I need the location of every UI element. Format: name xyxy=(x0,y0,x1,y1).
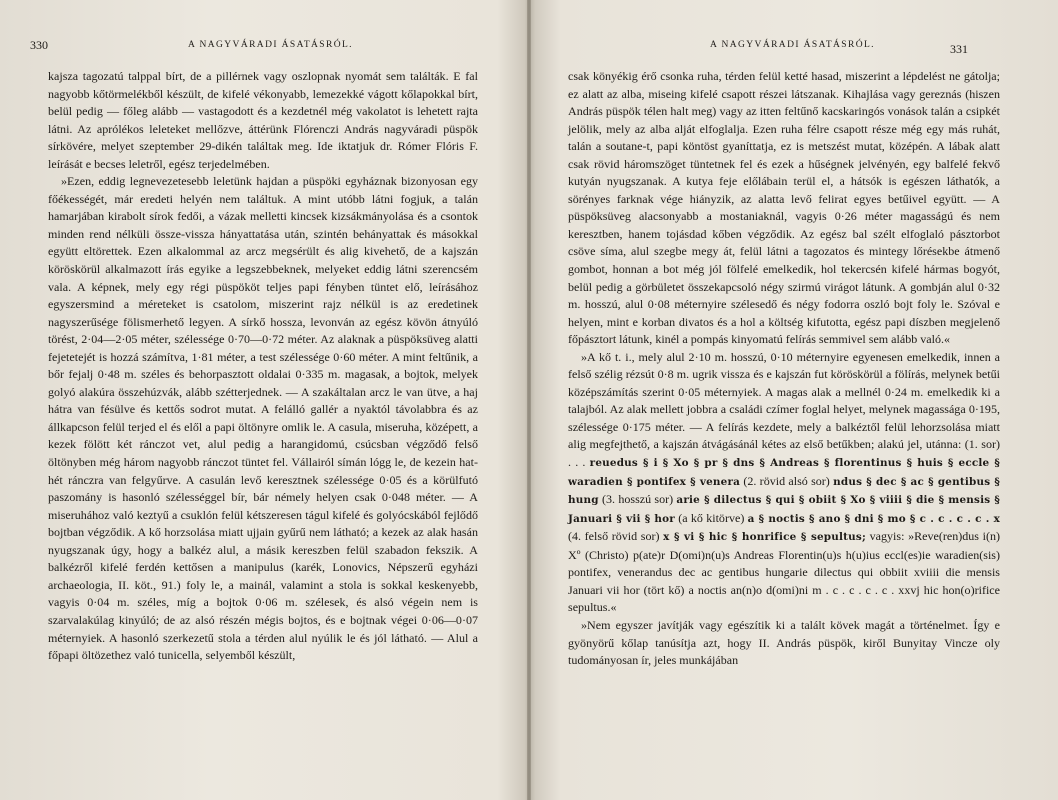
paragraph: kajsza tagozatú talppal bírt, de a pillérnek vagy oszlopnak nyomát sem találták. E fal nagyobb kőtörmelékből készült, de kifelé vékonyabb, lemezekké vágott kőlapokkal bírt, belül pedig — főleg alább — vastagodott és a kezdetnél még vakolatot is lehetett rajta látni. Az aprólékos leleteket mellőzve, áttérünk Flórenczi András nagyváradi püspök sírkövére, melyet szeptember 29-dikén találtak meg. Ide iktatjuk dr. Rómer Flóris F. leírását e becses leletről, egész terjedelmében. xyxy=(48,69,478,171)
page-number: 330 xyxy=(30,38,48,52)
inscription-label: (a kő kitörve) xyxy=(678,510,745,525)
running-head: A NAGYVÁRADI ÁSATÁSRÓL. xyxy=(188,40,353,50)
inscription-line: arie § dilectus § qui § obiit § Xo § viiii § die § mensis § Januari § vii § hor xyxy=(568,494,1000,525)
inscription-line: reuedus § i § Xo § pr § dns § Andreas § florentinus § huis § eccle § waradien § pontifex § venera xyxy=(568,457,1001,488)
paragraph: »Nem egyszer javítják vagy egészítik ki a talált kövek magát a történelmet. Így e gyönyörű kőlap tanúsítja azt, hogy II. András püspök, kiről Bunyitay Vincze oly tudományosan ír, jeles munkájában xyxy=(568,617,1000,668)
paragraph: »Ezen, eddig legnevezetesebb leletünk hajdan a püspöki egyháznak bizonyosan egy főékességét, már eredeti helyén nem találtuk. A mint utóbb látni fogjuk, a talán hamarjában kirabolt sírok fedői, a vázak melletti kincsek kizsákmányolása és a csontok minden rend nélküli össze-vissza hányattatása után, szintén behányattak és másokkal együtt eltörettek. Ezen alkalommal az arcz megsérült és alig kivehető, de a kajszán köröskörül alkalmazott írás egyike a legszebbeknek, melyeket eddig látni szerencsém vala. A képnek, mely egy régi püspököt teljes papi fényben tüntet elő, leírásához egyszersmind a méreteket is csatolom, miszerint rajz nélkül is az eredetinek nagyszerűsége fölismerhető legyen. A sírkő hossza, levonván az egész kövön átnyúló törést, 2·04—2·05 méter, szélessége 0·70—0·72 méter. Az alaknak a püspöksüveg alatti fejetetejét is hozzá számítva, 1·81 méter, a test szélessége 0·60 méter. A mint feltűnik, a bőr fejalj 0·48 m. széles és behorpasztott oldalai 0·335 m. magasak, a bojtok, melyek golyó alakúra összehúzvák, alább szétterjednek. — A szakáltalan arcz le van ütve, a haj hátra van fésülve és kettős sodrot mutat. A felálló gallér a nyaktól távolabbra és az állkapcson felül terjed el és elől a papi öltönyre omlik le. A casula, miseruha, középett, a kezek fölött két ránczot vet, alul pedig a harangidomú, csúcsban végződő felső öltönyben még három nagyobb ránczot tüntet fel. Vállairól símán lógg le, de kezein hat-hét ránczra van felgyűrve. A casulán levő keresztnek szélessége 0·05 és a körülfutó paszomány is hasonló szélességgel bír, bár némely helyen csak 0·048 méter. — A miseruhához való keztyű a csuklón felül kétszeresen tágul kifelé és golyócskából fejlődő bojtban végződik. A kő horzsolása miatt ujjain gyűrű nem látható; a kezek az alak hasán nyugszanak úgy, hogy a balkéz alul, a másik kereszben felül szabadon fekszik. A balkézről kifelé ferdén kettősen a manipulus (karék, Lonovics, Népszerű egyházi archaeologia, II. köt., 91.) foly le, a mainál, valamint a stola is sokkal keskenyebb, vagyis 0·04 m. széles, míg a bojtok 0·06 m. szélesek, és alsó végein nem is szarvalakúlag kinyúló; de az alsó részén mégis bojtos, és e bojtnak végei 0·06—0·07 méternyiek. A hasonló szerkezetű stola a térden alul nyúlik le és jól látható. — Alul a főpapi öltözethez való tunicella, selyemből készült, xyxy=(48,174,478,663)
inscription-label: (1. sor) . . . xyxy=(568,437,1001,470)
paragraph: csak könyékig érő csonka ruha, térden felül ketté hasad, miszerint a lépdelést ne gátolja; ez alatt az alba, miseing kifelé csapott részei látszanak. Kihajlása vagy gereznás (hiszen András püspök télen halt meg) vagy az itten feltűnő kacskaringós vonások talán a csipkét jelölik, mely az alba alját elfoglalja. Ezen ruha félre csapott része még egy más ruhát, talán a soutane-t, papi köntöst gyaníttatja, ez is metszést mutat, középén. A lábak alatt csak rövid háromszöget tüntetnek fel és ezek a hűségnek jelvényén, egy balfelé fekvő kutyán nyugszanak. A kutya feje előlábain terül el, a hátsók is egészen láthatók, a sörényes farknak vége hiányzik, az alatta levő felirat egyes betűivel együtt. — A püspöksüveg alacsonyabb a mostaniaknál, vagyis 0·26 méter magasságú és nem keresztben, hanem tojásdad kőben végződik. Az egész bal szélt elfoglaló pásztorbot csöve síma, alul szegbe megy át, felül látni a tagozatos és mintegy lőrésekbe átmenő gombot, honnan a bot még jól fölfelé emelkedik, hol tekercsén kifelé hármas bogyót, belül pedig a görbületet összekapcsoló négy szirmú virágot látunk. A gombján alul 0·32 m. hosszú, alul 0·08 méternyire szélesedő és négy fodorra oszló bojt foly le. Szóval e helyen, mint e korban divatos és a hol a költség kifutotta, egész papi díszben megjelenő főpásztort látunk, kinél a pompás kinyomatú felírás semmivel sem alább való.« xyxy=(568,69,1000,347)
inscription-line: x § vi § hic § honrifice § sepultus; xyxy=(663,531,867,544)
inscription-line: a § noctis § ano § dni § mo § c . c . c . c . x xyxy=(747,512,1000,525)
page-body xyxy=(568,68,1000,670)
paragraph-text: vagyis: »Reve(ren)dus i(n) Xº (Christo) p(ate)r D(omi)n(u)s Andreas Florentin(u)s h(u)ius eccl(es)ie waradien(sis) pontifex, venerandus dec ac gentibus hungarie dilectus qui obbiit xviiii die mensis Januari vii hor (tört kő) a noctis an(n)o d(omi)ni m . c . c . c . c . xxvj hic hon(o)rifice sepultus.« xyxy=(568,529,1000,615)
left-page xyxy=(0,0,528,800)
inscription-label: (2. rövid alsó sor) xyxy=(743,473,830,488)
inscription-label: (3. hosszú sor) xyxy=(602,492,674,507)
running-head: A NAGYVÁRADI ÁSATÁSRÓL. xyxy=(710,40,875,50)
inscription-line: ndus § dec § ac § gentibus § hung xyxy=(568,475,1000,507)
right-page xyxy=(530,0,1058,800)
inscription-label: (4. felső rövid sor) xyxy=(568,529,660,544)
page-number: 331 xyxy=(950,42,968,56)
paragraph xyxy=(568,349,1000,617)
paragraph-text: »A kő t. i., mely alul 2·10 m. hosszú, 0·10 méternyire egyenesen emelkedik, innen a felső szélig rézsút 0·8 m. ugrik vissza és e kajszán fut köröskörül a fölírás, melynek betűi középszámítás szerint 0·05 méternyiek. A magas alak a mellnél 0·24 m. emelkedik ki a talajból. Az alak mellett jobbra a családi czímer foglal helyet, melynek magassága 0·195, szélessége 0·175 méter. — A felírás kezdete, mely a balkéztől felül lehorzsolása miatt alig megfejthető, a kajszán átvágásánál kétes az első betűkben; alakú jel, utánna: xyxy=(568,349,1000,452)
page-body xyxy=(48,68,478,665)
